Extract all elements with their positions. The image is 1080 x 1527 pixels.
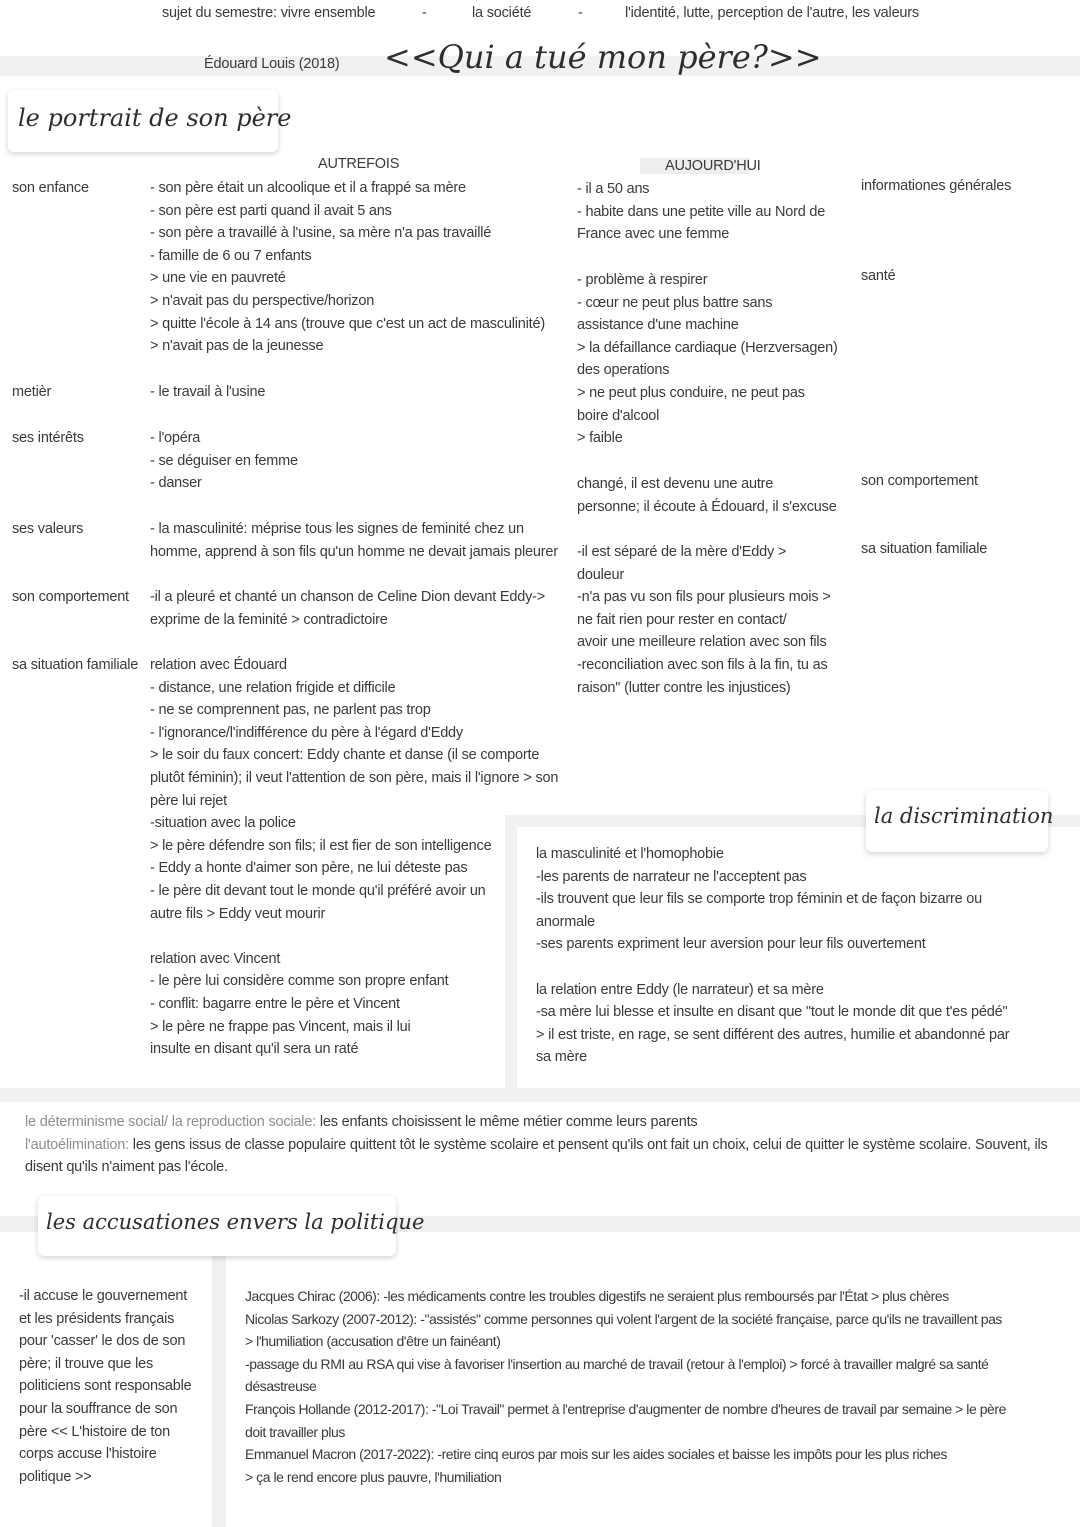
note-line: > une vie en pauvreté <box>150 270 286 287</box>
definition-autoelimination <box>25 1134 1048 1157</box>
note-line: -il a pleuré et chanté un chanson de Celine Dion devant Eddy-> <box>150 589 546 605</box>
def-autoelimination: les gens issus de classe populaire quittent tôt le système scolaire et pensent qu'ils ont fait un choix, celui de quitter le système scolaire. Souvent, ils <box>128 1136 1048 1153</box>
note-line: autre fils > Eddy veut mourir <box>150 905 326 922</box>
note-line: > faible <box>577 430 623 447</box>
header-society: la société <box>472 5 532 21</box>
note-line: personne; il écoute à Édouard, il s'excuse <box>577 498 837 515</box>
portrait-heading-card <box>8 90 292 152</box>
note-line: des operations <box>577 362 670 379</box>
note-line: - distance, une relation frigide et difficile <box>150 679 396 696</box>
today-behavior-notes <box>577 473 837 518</box>
definition-autoelimination-cont: disent qu'ils n'aiment pas l'école. <box>25 1159 228 1176</box>
note-line: avoir une meilleure relation avec son fils <box>577 634 827 651</box>
note-line: > n'avait pas de la jeunesse <box>150 338 324 355</box>
definition-determinisme <box>25 1111 1048 1134</box>
note-line: - le travail à l'usine <box>150 384 266 400</box>
note-line: François Hollande (2012-2017): -"Loi Travail" permet à l'entreprise d'augmenter de nombre d'heures de travail par semaine > le père <box>245 1400 1006 1417</box>
note-line: - l'ignorance/l'indifférence du père à l'égard d'Eddy <box>150 724 463 741</box>
note-line: Jacques Chirac (2006): -les médicaments contre les troubles digestifs ne seraient plus remboursés par l'État > plus chères <box>245 1288 949 1304</box>
label-enfance: son enfance <box>12 180 89 196</box>
note-line: > ça le rend encore plus pauvre, l'humiliation <box>245 1468 502 1485</box>
note-line: - la masculinité: méprise tous les signes de feminité chez un <box>150 521 524 537</box>
book-title: <<Qui a tué mon père?>> <box>384 38 822 76</box>
politics-heading: les accusationes envers la politique <box>46 1210 425 1234</box>
note-line: > n'avait pas du perspective/horizon <box>150 292 375 309</box>
note-line: -reconciliation avec son fils à la fin, tu as <box>577 656 828 673</box>
note-line: - famille de 6 ou 7 enfants <box>150 247 312 264</box>
discrimination-heading: la discrimination <box>874 804 1054 828</box>
note-line: sa mère <box>536 1049 587 1066</box>
note-line: relation avec Vincent <box>150 950 281 967</box>
note-line: > ne peut plus conduire, ne peut pas <box>577 384 805 401</box>
note-line: > la défaillance cardiaque (Herzversagen) <box>577 339 838 356</box>
def-determinisme: les enfants choisissent le même métier comme leurs parents <box>316 1114 698 1130</box>
note-line: - problème à respirer <box>577 272 708 288</box>
politics-heading-card <box>38 1196 425 1256</box>
note-line: insulte en disant qu'il sera un raté <box>150 1041 359 1058</box>
portrait-heading: le portrait de son père <box>18 104 292 132</box>
note-line: - conflit: bagarre entre le père et Vincent <box>150 995 400 1012</box>
politics-presidents <box>245 1285 1006 1488</box>
label-interets: ses intérêts <box>12 430 84 446</box>
note-line: relation avec Édouard <box>150 657 287 673</box>
note-line: la masculinité et l'homophobie <box>536 846 724 862</box>
note-line: Emmanuel Macron (2017-2022): -retire cinq euros par mois sur les aides sociales et baisse les impôts pour les plus riches <box>245 1446 947 1463</box>
metier-notes <box>150 381 265 404</box>
section-divider-band <box>0 1088 1080 1102</box>
label-today-situation: sa situation familiale <box>861 541 988 557</box>
politics-band-vertical <box>212 1232 226 1527</box>
note-line <box>150 925 558 948</box>
note-line: - habite dans une petite ville au Nord de <box>577 203 826 220</box>
note-line <box>536 956 1009 979</box>
note-line: - l'opéra <box>150 430 201 446</box>
note-line: politiciens sont responsable <box>19 1378 192 1395</box>
note-line: -n'a pas vu son fils pour plusieurs mois > <box>577 589 831 606</box>
note-line: - le père lui considère comme son propre enfant <box>150 973 449 990</box>
column-header-autrefois: AUTREFOIS <box>318 156 400 172</box>
note-line: pour la souffrance de son <box>19 1400 178 1417</box>
valeurs-notes <box>150 518 558 563</box>
label-sante: santé <box>861 268 896 284</box>
note-line: - se déguiser en femme <box>150 452 298 469</box>
column-header-aujourdhui: AUJOURD'HUI <box>665 158 761 174</box>
note-line: > quitte l'école à 14 ans (trouve que c'est un act de masculinité) <box>150 315 545 332</box>
note-line: père << L'histoire de ton <box>19 1423 170 1440</box>
comportement-notes <box>150 586 545 631</box>
note-line: Nicolas Sarkozy (2007-2012): -"assistés" comme personnes qui volent l'argent de la société française, parce qu'ils ne travaillent pas <box>245 1310 1002 1327</box>
note-line: ne fait rien pour rester en contact/ <box>577 611 787 628</box>
note-line: doit travailler plus <box>245 1423 345 1440</box>
interets-notes <box>150 427 298 495</box>
term-autoelimination: l'autoélimination: <box>25 1136 129 1153</box>
note-line: - son père est parti quand il avait 5 ans <box>150 202 392 219</box>
situation-notes <box>150 654 558 1061</box>
note-line: pour 'casser' le dos de son <box>19 1333 186 1350</box>
note-line: > l'humiliation (accusation d'être un fainéant) <box>245 1333 501 1350</box>
note-line: -sa mère lui blesse et insulte en disant que "tout le monde dit que t'es pédé" <box>536 1004 1008 1021</box>
note-line: -il accuse le gouvernement <box>19 1288 188 1304</box>
label-comportement: son comportement <box>12 589 129 605</box>
note-line: - Eddy a honte d'aimer son père, ne lui déteste pas <box>150 860 468 877</box>
note-line: -ils trouvent que leur fils se comporte trop féminin et de façon bizarre ou <box>536 891 983 908</box>
note-line: - le père dit devant tout le monde qu'il préféré avoir un <box>150 882 486 899</box>
today-family-notes <box>577 541 830 699</box>
note-line: -situation avec la police <box>150 815 296 832</box>
politics-summary <box>19 1285 192 1488</box>
note-line: père; il trouve que les <box>19 1355 154 1372</box>
note-line: père lui rejet <box>150 792 227 809</box>
header-dash-1: - <box>422 5 427 21</box>
term-determinisme: le déterminisme social/ la reproduction sociale: <box>25 1114 317 1130</box>
header-themes: l'identité, lutte, perception de l'autre, les valeurs <box>625 5 919 21</box>
note-line: -ses parents expriment leur aversion pour leur fils ouvertement <box>536 936 926 953</box>
header-dash-2: - <box>578 5 583 21</box>
today-general-notes <box>577 178 825 246</box>
note-line: boire d'alcool <box>577 407 660 424</box>
semester-subject: sujet du semestre: vivre ensemble <box>162 5 376 21</box>
discrimination-notes <box>536 843 1009 1069</box>
note-line: plutôt féminin); il veut l'attention de son père, mais il l'ignore > son <box>150 769 559 786</box>
note-line: - danser <box>150 475 202 492</box>
note-line: - cœur ne peut plus battre sans <box>577 294 773 311</box>
label-informations-generales: informationes générales <box>861 178 1012 194</box>
note-line: raison" (lutter contre les injustices) <box>577 679 791 696</box>
note-line: France avec une femme <box>577 226 730 243</box>
note-line: > le soir du faux concert: Eddy chante et danse (il se comporte <box>150 747 540 764</box>
note-line: exprime de la feminité > contradictoire <box>150 611 388 628</box>
note-line: la relation entre Eddy (le narrateur) et sa mère <box>536 981 824 998</box>
note-line: douleur <box>577 566 624 583</box>
note-line: corps accuse l'histoire <box>19 1446 157 1463</box>
note-line: politique >> <box>19 1468 92 1485</box>
label-metier: metièr <box>12 384 52 400</box>
note-line: > le père ne frappe pas Vincent, mais il lui <box>150 1018 411 1035</box>
enfance-notes <box>150 177 545 358</box>
note-line: anormale <box>536 913 595 930</box>
note-line: homme, apprend à son fils qu'un homme ne devait jamais pleurer <box>150 543 558 560</box>
note-line: -passage du RMI au RSA qui vise à favoriser l'insertion au marché de travail (retour à l'emploi) > forcé à travailler malgré sa santé <box>245 1355 989 1372</box>
note-line: - ne se comprennent pas, ne parlent pas trop <box>150 702 431 719</box>
note-line: assistance d'une machine <box>577 317 739 334</box>
note-line: -les parents de narrateur ne l'acceptent pas <box>536 868 807 885</box>
note-line: changé, il est devenu une autre <box>577 476 774 492</box>
note-line: > il est triste, en rage, se sent différent des autres, humilie et abandonné par <box>536 1026 1010 1043</box>
note-line: - son père était un alcoolique et il a frappé sa mère <box>150 180 466 196</box>
note-line: désastreuse <box>245 1378 317 1395</box>
note-line: - son père a travaillé à l'usine, sa mère n'a pas travaillé <box>150 225 492 242</box>
book-author: Édouard Louis (2018) <box>204 56 340 72</box>
label-valeurs: ses valeurs <box>12 521 84 537</box>
social-definitions <box>25 1111 1048 1179</box>
note-line: -il est séparé de la mère d'Eddy > <box>577 544 787 560</box>
note-line: et les présidents français <box>19 1310 175 1327</box>
label-situation: sa situation familiale <box>12 657 139 673</box>
label-today-comportement: son comportement <box>861 473 978 489</box>
note-line: > le père défendre son fils; il est fier de son intelligence <box>150 837 492 854</box>
note-line: - il a 50 ans <box>577 181 650 197</box>
today-health-notes <box>577 269 838 450</box>
